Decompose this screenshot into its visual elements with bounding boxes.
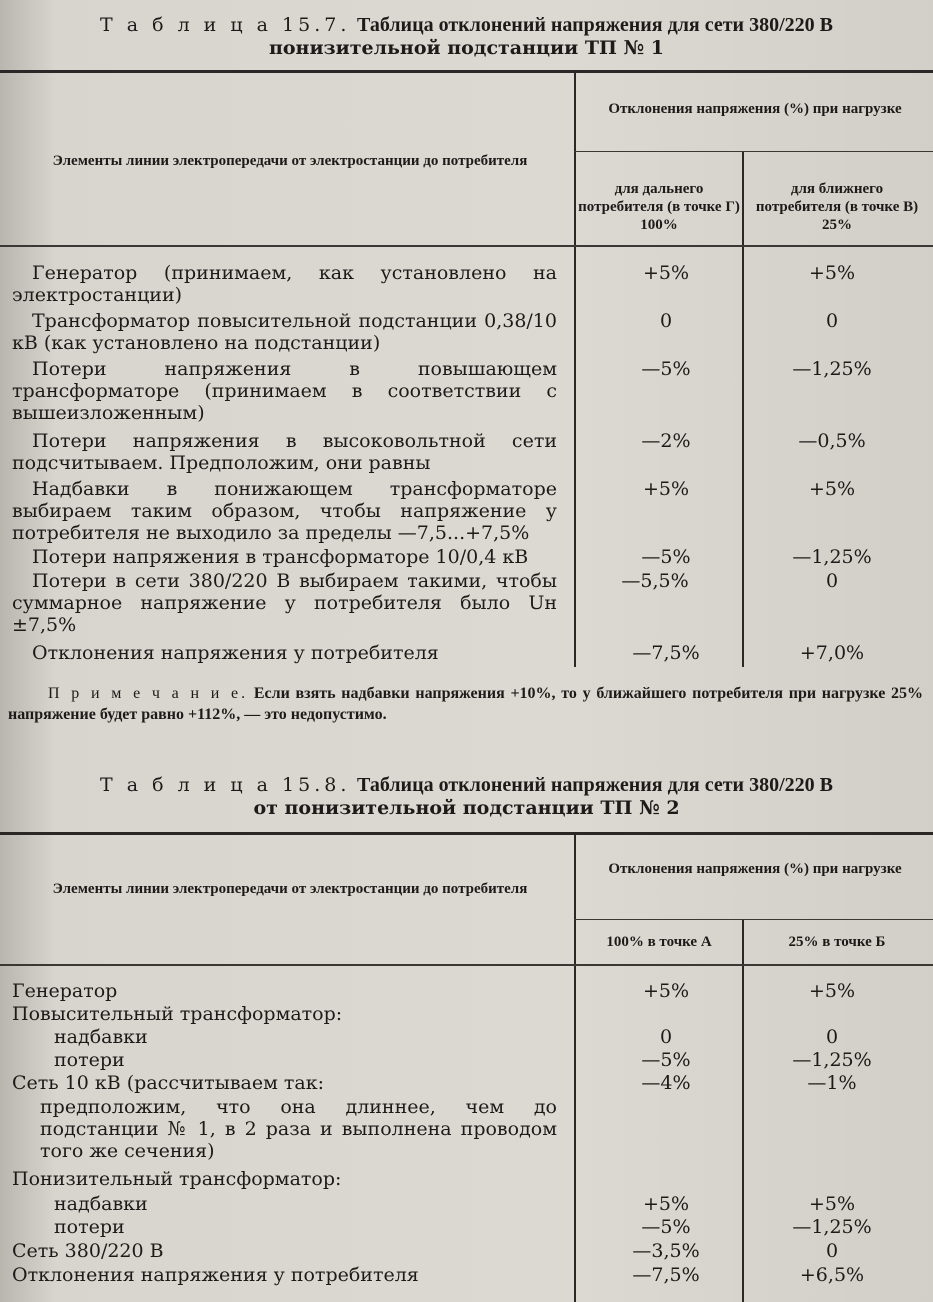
table2-col-group: Отклонения напряжения (%) при нагрузке [608,861,902,877]
table1-row-far: +5% [642,262,690,284]
table2-row-b: —1,25% [792,1216,872,1238]
table1-row-far: +5% [642,478,690,500]
table2-col-a: 100% в точке А [606,934,712,950]
table2-title-line1: Таблица отклонений напряжения для сети 380/220 В [356,774,833,796]
table2-row-a: —5% [641,1216,691,1238]
table2-row-element: Отклонения напряжения у потребителя [12,1264,419,1286]
table1-row-element: Потери напряжения в трансформаторе 10/0,4 кВ [32,546,529,568]
table2-row-element: Сеть 10 кВ (рассчитываем так: [12,1072,325,1094]
table1-top-rule [0,70,933,73]
table2-row-element: Повысительный трансформатор: [12,1003,343,1025]
note-label: П р и м е ч а н и е. [48,685,249,702]
table2-row-b: —1% [807,1072,857,1094]
table1-col-near: для ближнего потребителя (в точке В) 25% [755,181,919,233]
table1-row-element: Отклонения напряжения у потребителя [32,642,439,664]
table2-col-b: 25% в точке Б [788,934,886,950]
table1-row-element: Надбавки в понижающем трансформаторе выбираем таким образом, чтобы напряжение у потребителя не выходило за пределы —7,5...+7,5% [12,478,557,544]
table2-row-element: надбавки [54,1026,148,1048]
table2-row-b: 0 [825,1026,839,1048]
table1-col-elements: Элементы линии электропередачи от электростанции до потребителя [52,153,528,169]
table2-row-a: —5% [641,1049,691,1071]
table2-title-line2: от понизительной подстанции ТП № 2 [253,797,680,819]
table2-head-rule [0,964,933,966]
table2-row-b: —1,25% [792,1049,872,1071]
table1-row-far: —2% [641,430,691,452]
table2-row-element: потери [54,1049,125,1071]
table1-row-far: —5,5% [621,570,689,592]
table1-col-far: для дальнего потребителя (в точке Г) 100% [578,181,740,233]
table2-row-element: надбавки [54,1193,148,1215]
table2-row-b: 0 [825,1240,839,1262]
table1-row-near: +5% [808,478,856,500]
table2-row-element: потери [54,1216,125,1238]
table1-caption-line1 [0,14,933,36]
table1-row-element: Потери напряжения в высоковольтной сети подсчитываем. Предположим, они равны [12,430,557,474]
table2-row-a: —4% [641,1072,691,1094]
table1-row-far: —7,5% [632,642,700,664]
table1-row-element: Генератор (принимаем, как установлено на электростанции) [12,262,557,306]
table2-row-a: +5% [642,980,690,1002]
table1-row-near: +7,0% [799,642,865,664]
table1-col-group: Отклонения напряжения (%) при нагрузке [608,101,902,117]
table2-col-elements: Элементы линии электропередачи от электростанции до потребителя [52,881,528,897]
table1-row-element: Потери в сети 380/220 В выбираем такими, чтобы суммарное напряжение у потребителя было Uн ±7,5% [12,570,557,636]
table2-row-a: —7,5% [632,1264,700,1286]
table2-caption-line1 [0,774,933,796]
table1-row-far: —5% [641,358,691,380]
table1-row-near: —1,25% [792,358,872,380]
table2-top-rule [0,832,933,835]
table2-number: Т а б л и ц а 15.8. [100,774,351,796]
note-text: Если взять надбавки напряжения +10%, то у ближайшего потребителя при нагрузке 25% напряжение будет равно +112%, — это недопустимо. [8,685,924,723]
table2-row-a: 0 [659,1026,673,1048]
table2-row-a: +5% [642,1193,690,1215]
table1-title-line1: Таблица отклонений напряжения для сети 380/220 В [356,14,833,36]
table1-row-far: 0 [659,310,673,332]
table2-row-b: +6,5% [799,1264,865,1286]
table2-row-element: предположим, что она длиннее, чем до подстанции № 1, в 2 раза и выполнена проводом того же сечения) [40,1096,557,1162]
table2-row-b: +5% [808,1193,856,1215]
table1-head-rule [0,245,933,247]
table1-row-near: +5% [808,262,856,284]
table2-row-element: Сеть 380/220 В [12,1240,164,1262]
table1-row-near: 0 [825,310,839,332]
table2-subhead-rule [574,919,933,920]
table1-title-line2: понизительной подстанции ТП № 1 [268,37,665,59]
table1-row-element: Трансформатор повысительной подстанции 0,38/10 кВ (как установлено на подстанции) [12,310,557,354]
table2-row-element: Понизительный трансформатор: [12,1168,342,1190]
table1-note [8,683,923,725]
table1-row-near: —0,5% [798,430,866,452]
table1-col-divider-2 [742,152,744,667]
table2-row-element: Генератор [12,980,118,1002]
table1-row-near: 0 [825,570,839,592]
table1-subhead-rule [574,151,933,152]
table2-row-a: —3,5% [632,1240,700,1262]
table1-row-far: —5% [641,546,691,568]
table2-row-b: +5% [808,980,856,1002]
table1-row-near: —1,25% [792,546,872,568]
table1-number: Т а б л и ц а 15.7. [100,14,351,36]
table1-row-element: Потери напряжения в повышающем трансформаторе (принимаем в соответствии с вышеизложенным) [12,358,557,424]
